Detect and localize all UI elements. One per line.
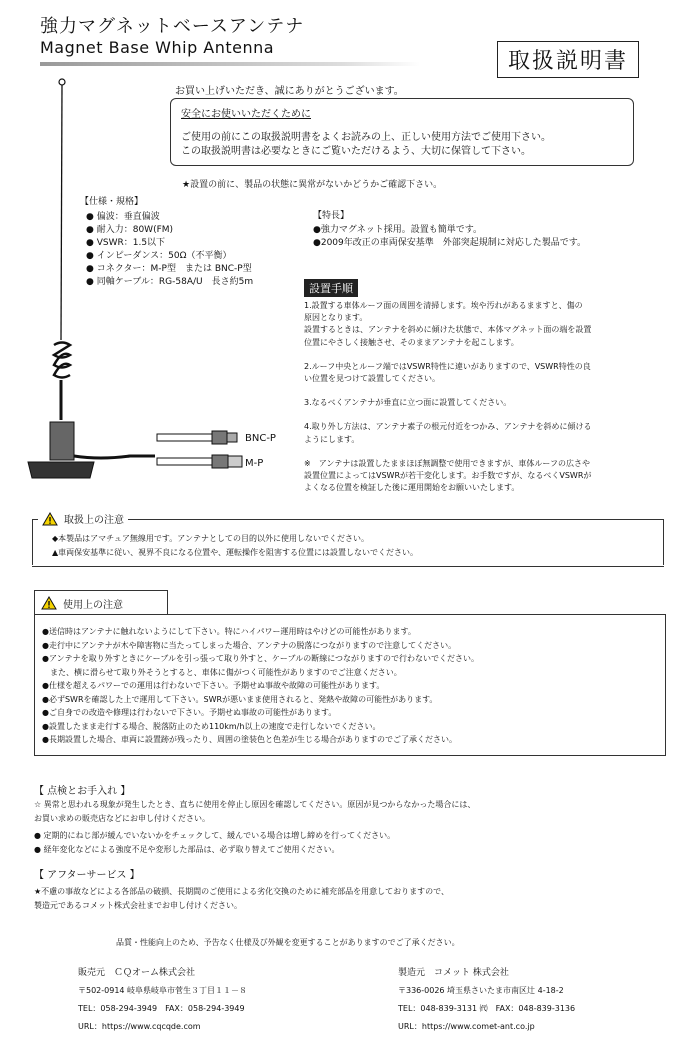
- warning-icon: [42, 512, 58, 526]
- usage-item: ●必ずSWRを確認した上で運用して下さい。SWRが悪いまま使用されると、発熱や故障の可能性があります。: [42, 694, 438, 704]
- install-line: い位置を見つけて設置してください。: [304, 374, 440, 384]
- bnc-label: BNC-P: [245, 433, 276, 444]
- seller-name: 販売元 ＣＱオーム株式会社: [78, 968, 196, 978]
- usage-item: ●仕様を超えるパワーでの運用は行わないで下さい。予期せぬ事故や故障の可能性があります。: [42, 681, 385, 690]
- title-en: Magnet Base Whip Antenna: [40, 38, 275, 57]
- pre-check-note: ★設置の前に、製品の状態に異常がないかどうかご確認下さい。: [182, 180, 443, 190]
- usage-item: ●長期設置した場合、車両に設置跡が残ったり、周囲の塗装色と色差が生じる場合がありますのでご了承ください。: [42, 735, 457, 744]
- handling-item: ▲車両保安基準に従い、視界不良になる位置や、運転操作を阻害する位置には設置しないでください。: [52, 548, 418, 557]
- usage-item: ●送信時はアンテナに触れないようにして下さい。特にハイパワー運用時はやけどの可能性があります。: [42, 627, 416, 636]
- handling-heading: 取扱上の注意: [64, 515, 124, 526]
- after-service-line: 製造元であるコメット株式会社までお申し付けください。: [34, 901, 242, 910]
- handling-item: ◆本製品はアマチュア無線用です。アンテナとしての目的以外に使用しないでください。: [52, 534, 369, 543]
- spec-item: ● インピーダンス：50Ω（不平衡）: [86, 251, 232, 261]
- install-step: [304, 300, 676, 349]
- install-line: ようにします。: [304, 434, 360, 444]
- features-heading: 【特長】: [313, 211, 350, 221]
- usage-item: ●設置したまま走行する場合、脱落防止のため110km/h以上の速度で走行しないでください。: [42, 721, 381, 731]
- install-line: 4.取り外し方法は、アンテナ素子の根元付近をつかみ、アンテナを斜めに傾ける: [304, 422, 592, 432]
- thanks-text: お買い上げいただき、誠にありがとうございます。: [175, 86, 404, 97]
- specs-list: [86, 211, 253, 289]
- install-line: 3.なるべくアンテナが垂直に立つ面に設置してください。: [304, 398, 512, 408]
- usage-item: ●走行中にアンテナが木や障害物に当たってしまった場合、アンテナの脱落につながりますので注意してください。: [42, 640, 457, 650]
- header-rule: [40, 62, 420, 66]
- install-line: よくなる位置を検証した後に運用開始をお願いいたします。: [304, 483, 520, 493]
- install-line: 2.ルーフ中央とルーフ端ではVSWR特性に違いがありますので、VSWR特性の良: [304, 361, 591, 371]
- bnc-connector: [157, 431, 237, 444]
- safety-line: ご使用の前にこの取扱説明書をよくお読みの上、正しい使用方法でご使用下さい。: [181, 132, 551, 143]
- handling-header: [38, 511, 128, 526]
- spec-item: ● 耐入力：80W(FM): [86, 225, 174, 235]
- install-line: 原因となります。: [304, 313, 368, 323]
- usage-item: また、横に滑らせて取り外そうとすると、車体に傷がつく可能性がありますのでご注意ください。: [42, 667, 402, 677]
- maintenance-heading: 【 点検とお手入れ 】: [34, 786, 131, 797]
- specs-heading: 【仕様・規格】: [80, 197, 144, 207]
- title-jp: 強力マグネットベースアンテナ: [40, 16, 305, 37]
- install-step: [304, 421, 676, 445]
- usage-heading: 使用上の注意: [63, 599, 123, 611]
- seller-url: URL：https://www.cqcqde.com: [78, 1022, 201, 1031]
- feature-item: ●2009年改正の車両保安基準 外部突起規制に対応した製品です。: [313, 238, 587, 248]
- safety-box: [170, 98, 634, 166]
- maintenance-line: ● 定期的にねじ部が緩んでいないかをチェックして、緩んでいる場合は増し締めを行ってください。: [34, 831, 396, 840]
- feature-item: ●強力マグネット採用。設置も簡単です。: [313, 225, 483, 235]
- handling-box-right: [663, 519, 664, 565]
- maker-url: URL：https://www.comet-ant.co.jp: [398, 1022, 535, 1031]
- antenna-whip: [59, 79, 65, 340]
- handling-box-left: [32, 519, 33, 565]
- install-step: [304, 361, 676, 385]
- mp-label: M-P: [245, 458, 264, 469]
- coax-cable: [74, 456, 155, 458]
- document-type-title: 取扱説明書: [497, 41, 639, 78]
- disclaimer: 品質・性能向上のため、予告なく仕様及び外観を変更することがありますのでご了承ください。: [116, 938, 460, 947]
- after-service-heading: 【 アフターサービス 】: [34, 870, 140, 881]
- usage-header: [34, 590, 168, 615]
- maintenance-line: ● 経年変化などによる強度不足や変形した部品は、必ず取り替えてご使用ください。: [34, 845, 340, 854]
- maintenance-line: お買い求めの販売店などにお申し付けください。: [34, 814, 210, 823]
- maintenance-line: ☆ 異常と思われる現象が発生したとき、直ちに使用を停止し原因を確認してください。原因が見つからなかった場合には、: [34, 800, 476, 809]
- maker-address: 〒336-0026 埼玉県さいたま市南区辻 4-18-2: [398, 986, 564, 995]
- maker-block: [398, 964, 575, 1036]
- maintenance-list: [34, 798, 475, 857]
- warning-icon: [41, 596, 57, 610]
- seller-block: [78, 964, 247, 1036]
- install-line: 位置にやさしく接触させ、そのままアンテナを起こします。: [304, 337, 519, 347]
- seller-tel: TEL：058-294-3949 FAX：058-294-3949: [78, 1004, 245, 1013]
- install-line: 1.設置する車体ルーフ面の周囲を清掃します。埃や汚れがあるまますと、傷の: [304, 301, 583, 310]
- maker-name: 製造元 コメット 株式会社: [398, 968, 509, 978]
- after-service-line: ★不慮の事故などによる各部品の破損、長期間のご使用による劣化交換のために補充部品を用意しておりますので、: [34, 887, 450, 896]
- maker-tel: TEL：048-839-3131 ㈹ FAX：048-839-3136: [398, 1004, 576, 1013]
- spec-item: ● コネクター：M-P型 または BNC-P型: [86, 264, 252, 274]
- spec-item: ● VSWR：1.5以下: [86, 238, 166, 248]
- antenna-coil: [54, 343, 70, 378]
- seller-address: 〒502-0914 岐阜県岐阜市菅生３丁目１１－８: [78, 986, 248, 995]
- safety-text: [181, 131, 551, 159]
- install-line: 設置位置によってはVSWRが若干変化します。お手数ですが、なるべくVSWRが: [304, 471, 592, 481]
- safety-line: この取扱説明書は必要なときにご覧いただけるよう、大切に保管して下さい。: [181, 146, 531, 157]
- usage-item: ●アンテナを取り外すときにケーブルを引っ張って取り外すと、ケーブルの断線につながりますので行わないでください。: [42, 654, 480, 663]
- after-service-text: [34, 885, 449, 913]
- install-steps: [304, 300, 676, 494]
- safety-heading: 安全にお使いいただくために: [181, 109, 311, 120]
- install-line: 設置するときは、アンテナを斜めに傾けた状態で、本体マグネット面の端を設置: [304, 325, 592, 335]
- install-heading: 設置手順: [304, 279, 358, 297]
- spec-item: ● 偏波：垂直偏波: [86, 212, 160, 222]
- magnet-base: [28, 422, 94, 478]
- install-note: [304, 458, 676, 495]
- usage-item: ●ご自身での改造や修理は行わないで下さい。予期せぬ事故の可能性があります。: [42, 708, 337, 717]
- mp-connector: [157, 455, 242, 468]
- install-step: [304, 397, 676, 409]
- handling-list: [52, 532, 418, 560]
- usage-list: [42, 625, 479, 747]
- spec-item: ● 同軸ケーブル：RG-58A/U 長さ約5m: [86, 277, 254, 287]
- install-line: ※ アンテナは設置したままほぼ無調整で使用できますが、車体ルーフの広さや: [304, 458, 590, 468]
- features-list: [313, 224, 586, 250]
